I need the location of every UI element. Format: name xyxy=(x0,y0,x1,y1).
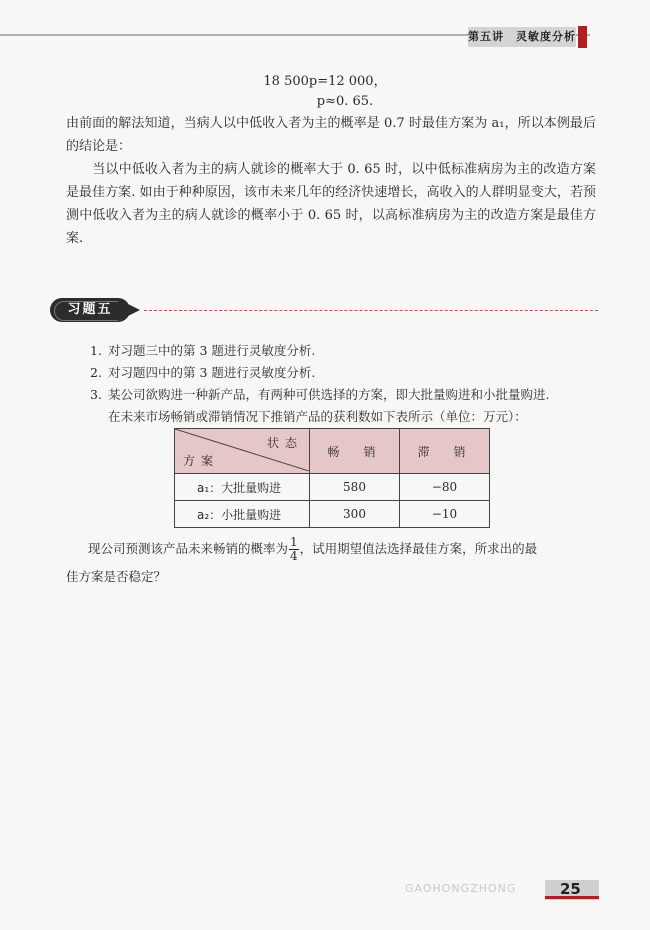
chapter-tag: 第五讲 灵敏度分析 xyxy=(468,27,576,47)
formula-line-1: 18 500p=12 000， xyxy=(263,74,387,89)
exercise-question-line-2: 佳方案是否稳定？ xyxy=(66,569,167,584)
paragraph-1 xyxy=(66,112,596,158)
item-number: 3. xyxy=(90,387,102,402)
row-label: a₁：大批量购进 xyxy=(175,474,310,501)
cell-value: 580 xyxy=(310,474,400,501)
dashed-divider xyxy=(144,310,598,311)
cell-value: −80 xyxy=(400,474,490,501)
page-number: 25 xyxy=(560,880,581,898)
item-number: 2. xyxy=(90,365,102,380)
corner-state-label: 状态 xyxy=(266,436,303,450)
col-header-sell-well: 畅 销 xyxy=(310,429,400,474)
exercise-item-3-continuation: 在未来市场畅销或滞销情况下推销产品的获利数如下表所示（单位：万元）： xyxy=(108,409,527,424)
payoff-table xyxy=(174,428,490,528)
item-text: 对习题四中的第 3 题进行灵敏度分析. xyxy=(108,365,316,380)
question-text-pre: 现公司预测该产品未来畅销的概率为 xyxy=(88,541,289,556)
fraction-numerator: 1 xyxy=(290,535,298,549)
exercise-heading-arrow xyxy=(118,299,140,321)
exercise-item-2 xyxy=(90,362,600,384)
fraction-denominator: 4 xyxy=(290,549,298,563)
fraction xyxy=(289,536,299,563)
row-label: a₂：小批量购进 xyxy=(175,501,310,528)
col-header-sell-poorly: 滞 销 xyxy=(400,429,490,474)
table-corner-cell xyxy=(175,429,310,474)
exercise-question xyxy=(88,536,598,563)
item-number: 1. xyxy=(90,343,102,358)
exercise-item-3 xyxy=(90,384,600,406)
cell-value: −10 xyxy=(400,501,490,528)
question-text-post: ，试用期望值法选择最佳方案，所求出的最 xyxy=(299,541,538,556)
paragraph-2 xyxy=(66,158,596,250)
item-text: 某公司欲购进一种新产品，有两种可供选择的方案，即大批量购进和小批量购进. xyxy=(108,387,550,402)
footer-watermark-text: GAOHONGZHONG xyxy=(405,882,517,895)
table-row xyxy=(175,474,490,501)
paragraph-2-text: 当以中低收入者为主的病人就诊的概率大于 0. 65 时，以中低标准病房为主的改造方案是最佳方案. 如由于种种原因，该市未来几年的经济快速增长，高收入的人群明显变大，若预测中低收入者为主的病人就诊的概率小于 0. 65 时，以高标准病房为主的改造方案是最佳方案. xyxy=(66,162,596,246)
header-accent xyxy=(578,26,587,48)
table-row xyxy=(175,501,490,528)
paragraph-1-text: 由前面的解法知道，当病人以中低收入者为主的概率是 0.7 时最佳方案为 a₁，所以本例最后的结论是： xyxy=(66,116,596,154)
exercise-item-1 xyxy=(90,340,600,362)
exercise-title: 习题五 xyxy=(67,302,113,317)
item-text: 对习题三中的第 3 题进行灵敏度分析. xyxy=(108,343,316,358)
cell-value: 300 xyxy=(310,501,400,528)
formula-line-2: p≈0. 65. xyxy=(316,94,374,109)
corner-plan-label: 方案 xyxy=(183,454,220,468)
